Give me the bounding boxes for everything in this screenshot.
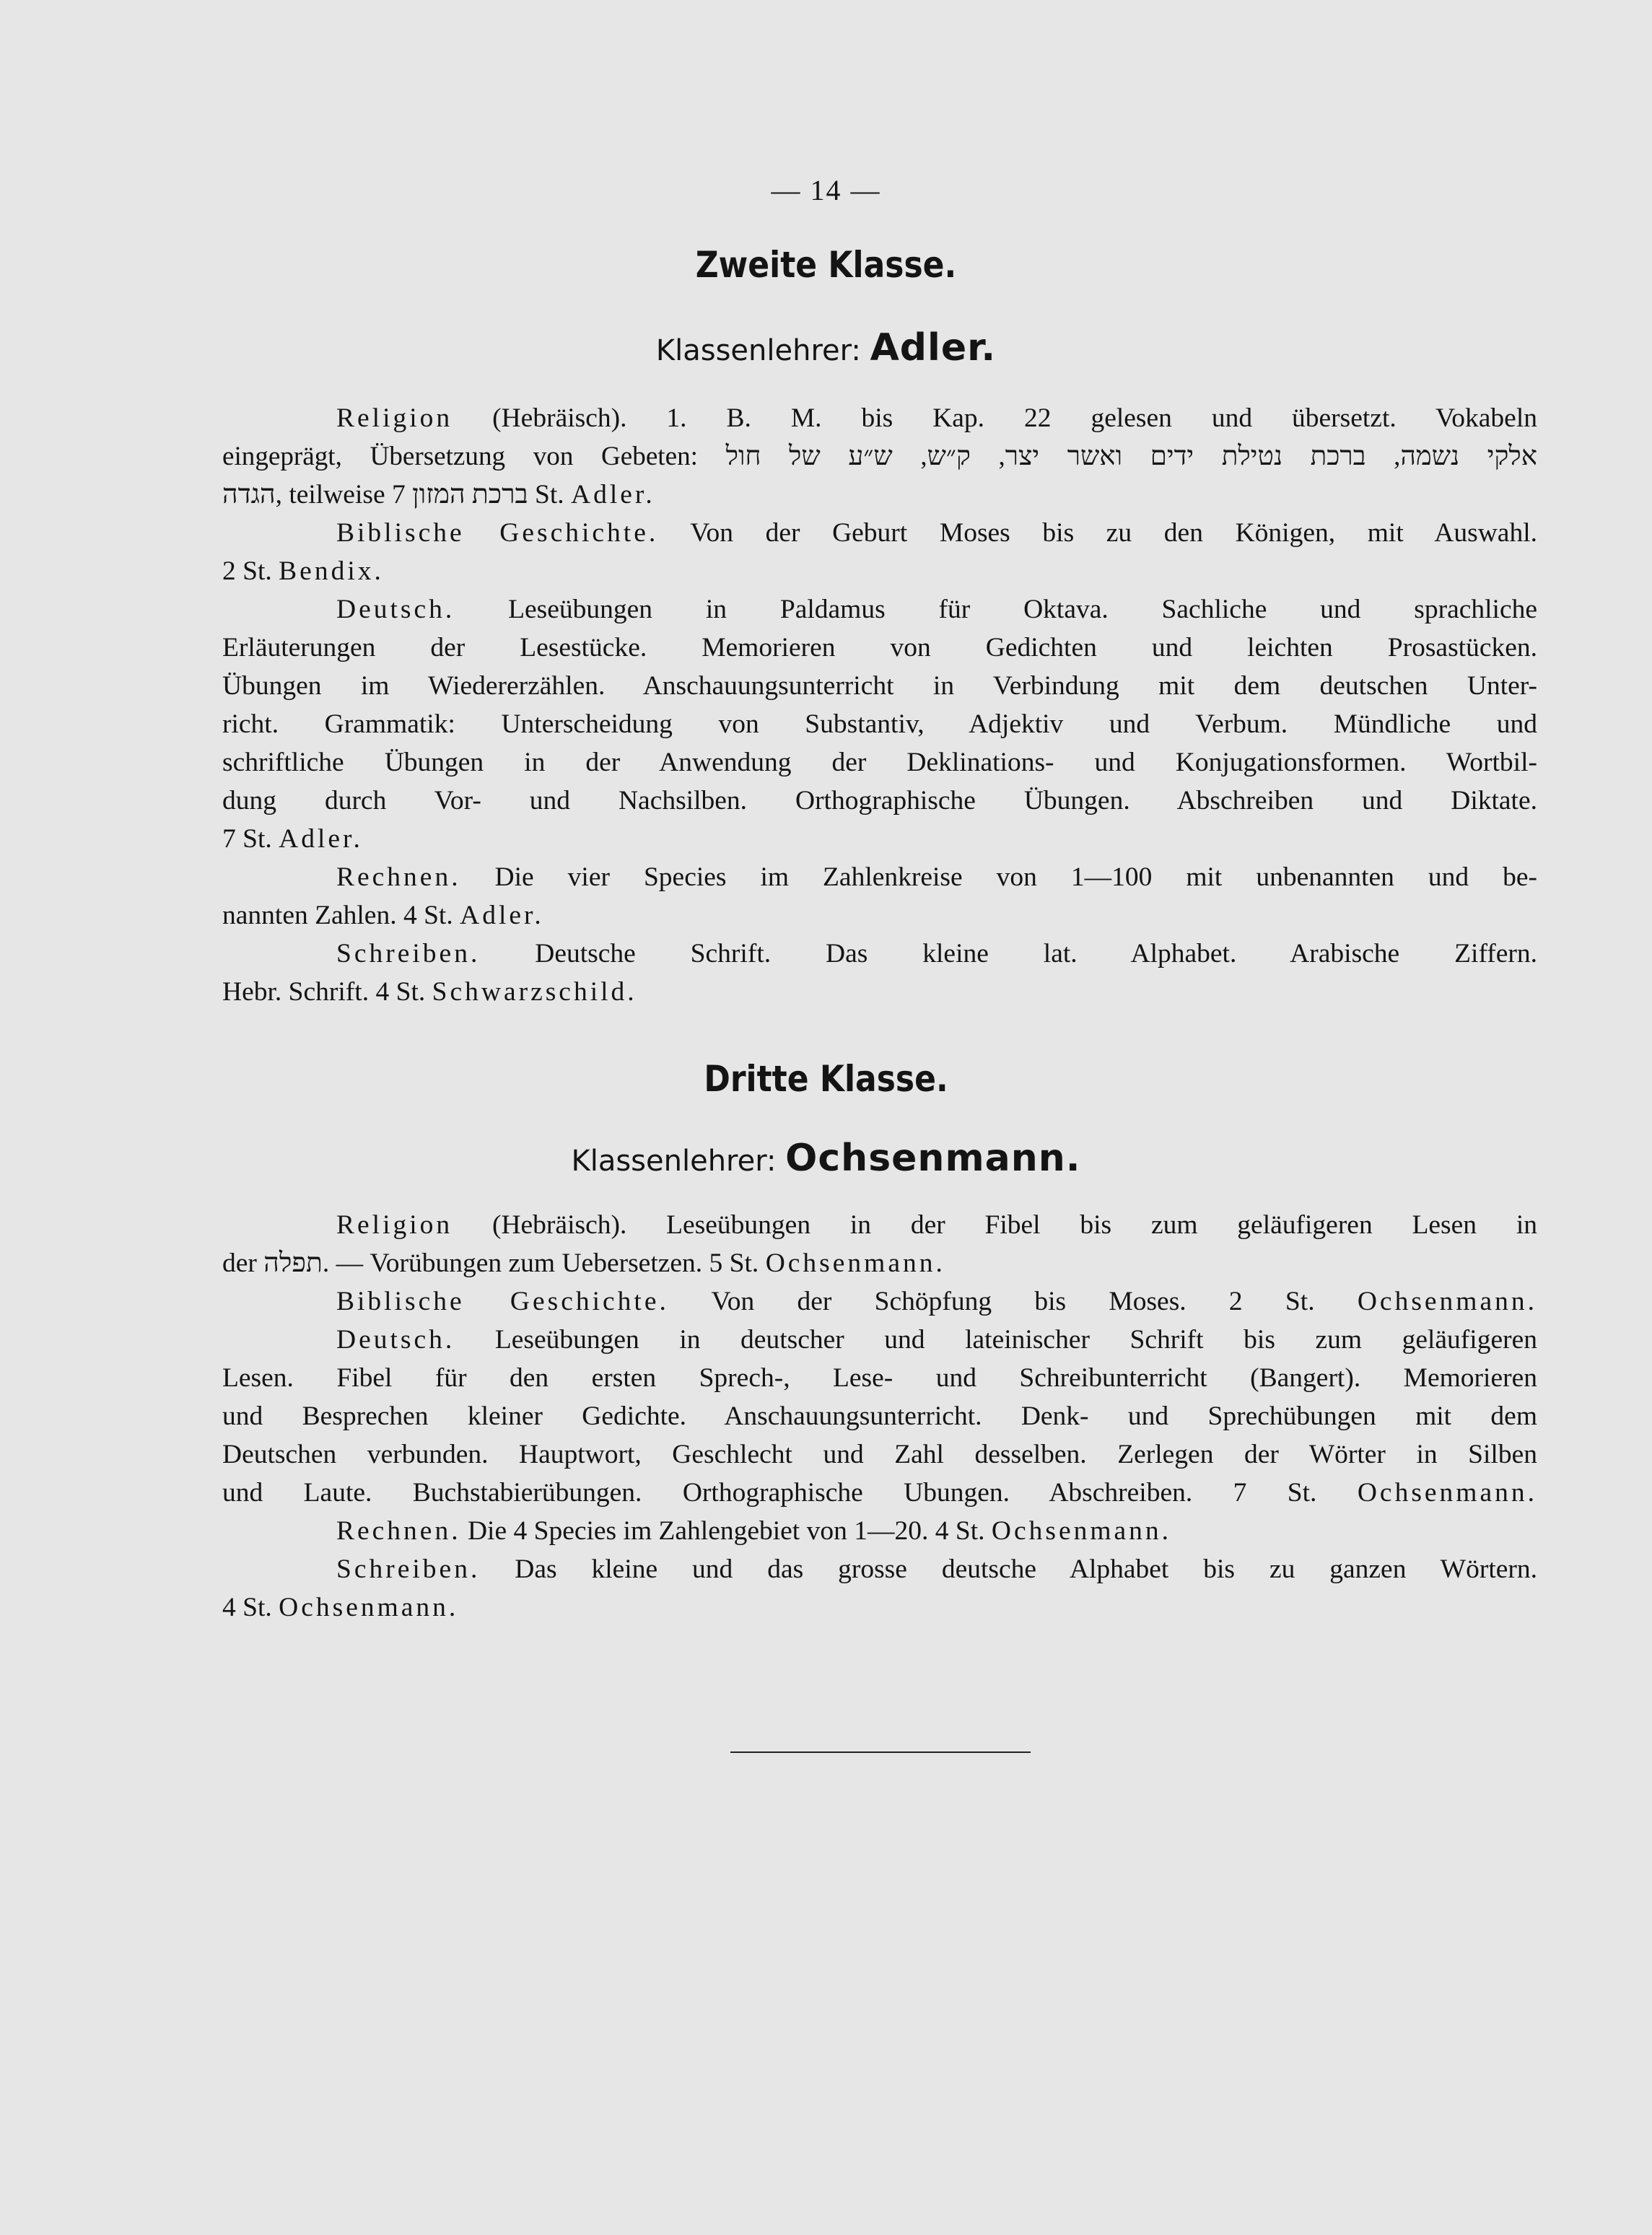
paragraph-rechnen	[222, 1512, 1537, 1550]
text-line: Deutschen verbunden. Hauptwort, Geschlecht und Zahl desselben. Zerlegen der Wörter in Silben	[222, 1440, 1537, 1469]
class-teacher-dritte-klasse	[0, 1137, 1652, 1180]
text-line: Schreiben. Deutsche Schrift. Das kleine lat. Alphabet. Arabische Ziffern.	[336, 939, 1537, 968]
text-line: nannten Zahlen. 4 St. Adler.	[222, 901, 544, 930]
text-line: הגדה, teilweise ברכת המזון 7 St. Adler.	[222, 480, 655, 509]
end-rule	[730, 1751, 1031, 1753]
paragraph-biblische-geschichte	[222, 1282, 1537, 1321]
text-line: Rechnen. Die 4 Species im Zahlengebiet von 1—20. 4 St. Ochsenmann.	[336, 1516, 1172, 1546]
paragraph-religion	[222, 1206, 1537, 1282]
text-line: Erläuterungen der Lesestücke. Memorieren von Gedichten und leichten Prosastücken.	[222, 633, 1537, 662]
text-line: richt. Grammatik: Unterscheidung von Substantiv, Adjektiv und Verbum. Mündliche und	[222, 709, 1537, 739]
page-number: — 14 —	[771, 174, 881, 206]
paragraph-schreiben	[222, 1550, 1537, 1627]
section-body-zweite-klasse	[222, 399, 1537, 1011]
text-line: Deutsch. Leseübungen in deutscher und lateinischer Schrift bis zum geläufigeren	[336, 1325, 1537, 1355]
text-line: 2 St. Bendix.	[222, 556, 384, 586]
text-line: dung durch Vor- und Nachsilben. Orthographische Übungen. Abschreiben und Diktate.	[222, 786, 1537, 815]
text-line: Biblische Geschichte. Von der Schöpfung bis Moses. 2 St. Ochsenmann.	[336, 1287, 1537, 1316]
text-line: schriftliche Übungen in der Anwendung der Deklinations- und Konjugationsformen. Wortbil-	[222, 748, 1537, 777]
section-title-dritte-klasse: Dritte Klasse.	[704, 1058, 948, 1100]
text-line: Religion (Hebräisch). 1. B. M. bis Kap. 22 gelesen und übersetzt. Vokabeln	[336, 403, 1537, 433]
text-line: 7 St. Adler.	[222, 824, 363, 854]
paragraph-deutsch	[222, 590, 1537, 858]
text-line: Schreiben. Das kleine und das grosse deutsche Alphabet bis zu ganzen Wörtern.	[336, 1554, 1537, 1584]
text-line: Rechnen. Die vier Species im Zahlenkreise von 1—100 mit unbenannten und be-	[336, 862, 1537, 892]
teacher-label: Klassenlehrer:	[655, 334, 861, 367]
text-line: 4 St. Ochsenmann.	[222, 1593, 459, 1622]
paragraph-biblische-geschichte	[222, 514, 1537, 590]
paragraph-religion	[222, 399, 1537, 514]
paragraph-rechnen	[222, 858, 1537, 935]
class-teacher-zweite-klasse	[0, 326, 1652, 369]
text-line: Hebr. Schrift. 4 St. Schwarzschild.	[222, 977, 637, 1007]
text-line: und Laute. Buchstabierübungen. Orthographische Ubungen. Abschreiben. 7 St. Ochsenmann.	[222, 1478, 1537, 1508]
paragraph-schreiben	[222, 935, 1537, 1011]
text-line: der תפלה. — Vorübungen zum Uebersetzen. 5 St. Ochsenmann.	[222, 1248, 945, 1278]
text-line: Übungen im Wiedererzählen. Anschauungsunterricht in Verbindung mit dem deutschen Unter-	[222, 671, 1537, 701]
teacher-name: Ochsenmann.	[785, 1137, 1081, 1180]
text-line: Deutsch. Leseübungen in Paldamus für Oktava. Sachliche und sprachliche	[336, 595, 1537, 624]
text-line: und Besprechen kleiner Gedichte. Anschauungsunterricht. Denk- und Sprechübungen mit dem	[222, 1401, 1537, 1431]
teacher-name: Adler.	[870, 326, 997, 369]
text-line: Lesen. Fibel für den ersten Sprech-, Lese- und Schreibunterricht (Bangert). Memorieren	[222, 1363, 1537, 1393]
section-title-zweite-klasse: Zweite Klasse.	[695, 244, 957, 286]
text-line: Religion (Hebräisch). Leseübungen in der Fibel bis zum geläufigeren Lesen in	[336, 1210, 1537, 1240]
teacher-label: Klassenlehrer:	[571, 1145, 777, 1178]
section-body-dritte-klasse	[222, 1206, 1537, 1627]
paragraph-deutsch	[222, 1321, 1537, 1512]
text-line: eingeprägt, Übersetzung von Gebeten: אלקי נשמה, ברכת נטילת ידים ואשר יצר, ק״ש, ש״ע של חול	[222, 442, 1537, 471]
text-line: Biblische Geschichte. Von der Geburt Moses bis zu den Königen, mit Auswahl.	[336, 518, 1537, 548]
